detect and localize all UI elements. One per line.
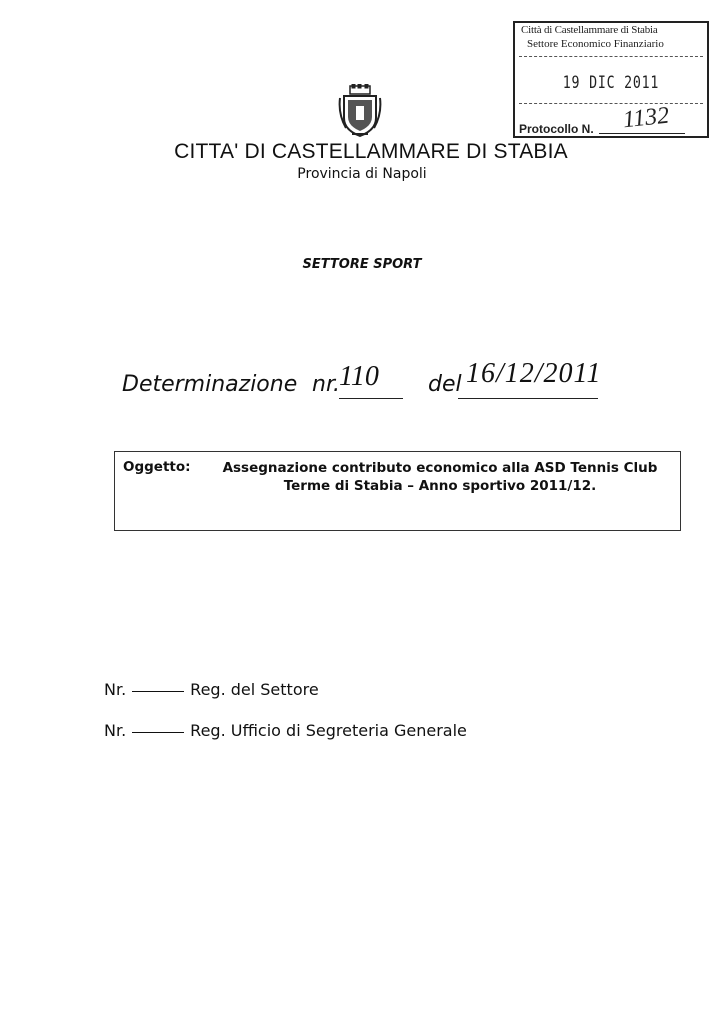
- stamp-divider: [519, 103, 703, 104]
- stamp-date: 19 DIC 2011: [562, 73, 660, 93]
- stamp-protocol-label: Protocollo N.: [519, 122, 594, 136]
- determination-nr-label: nr.: [312, 372, 340, 397]
- subject-label: Oggetto:: [123, 459, 191, 475]
- coat-of-arms-icon: [338, 84, 382, 138]
- protocol-stamp: [513, 21, 709, 138]
- province-subtitle: Provincia di Napoli: [297, 166, 427, 182]
- determination-label: Determinazione: [122, 372, 298, 397]
- determination-date: 16/12/2011: [466, 358, 602, 389]
- city-title: CITTA' DI CASTELLAMMARE DI STABIA: [174, 140, 568, 163]
- stamp-office-line: Settore Economico Finanziario: [527, 38, 664, 50]
- stamp-protocol-underline: [599, 133, 685, 134]
- determination-number-underline: [339, 398, 403, 399]
- subject-text: Assegnazione contributo economico alla ASD Tennis Club Terme di Stabia – Anno sportivo 2011/12.: [222, 460, 658, 494]
- determination-del-label: del: [428, 372, 462, 397]
- stamp-protocol-number: 1132: [621, 102, 671, 134]
- sector-heading: SETTORE SPORT: [302, 257, 422, 272]
- registry-blank: [132, 732, 184, 733]
- registry-prefix: Nr.: [104, 721, 127, 740]
- registry-line-sector: [104, 680, 319, 699]
- subject-box: [114, 451, 681, 531]
- registry-blank: [132, 691, 184, 692]
- stamp-city-line: Città di Castellammare di Stabia: [521, 24, 658, 36]
- determination-number: 110: [339, 361, 379, 392]
- registry-line-secretariat: [104, 721, 467, 740]
- determination-date-underline: [458, 398, 598, 399]
- stamp-divider: [519, 56, 703, 57]
- registry-suffix: Reg. del Settore: [190, 680, 319, 699]
- registry-suffix: Reg. Ufficio di Segreteria Generale: [190, 721, 467, 740]
- registry-prefix: Nr.: [104, 680, 127, 699]
